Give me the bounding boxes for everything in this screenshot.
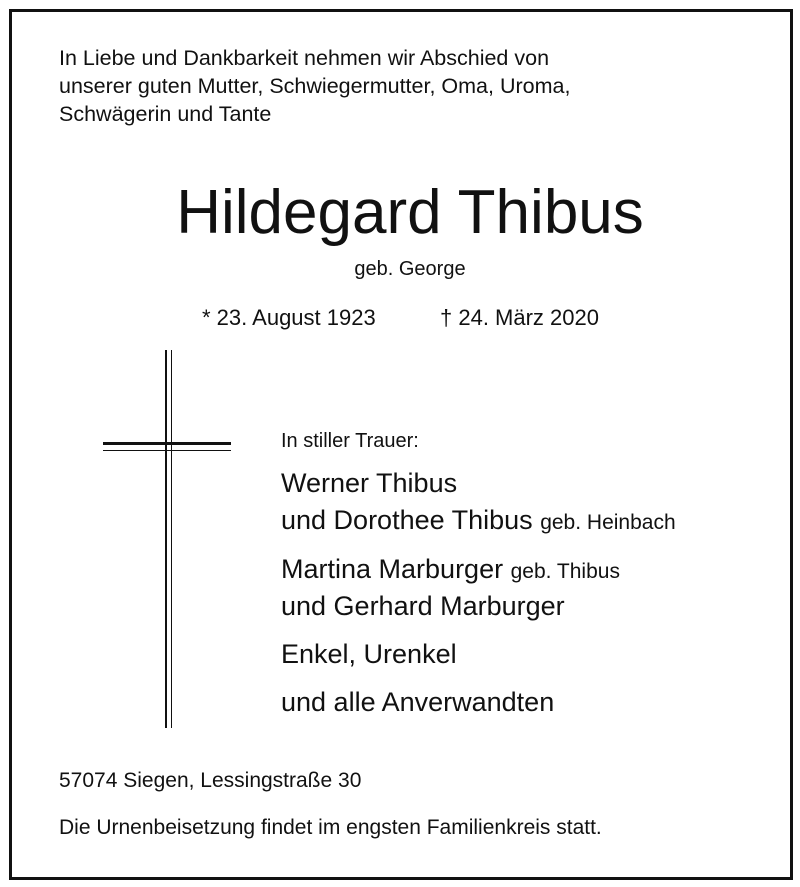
burial-note: Die Urnenbeisetzung findet im engsten Familienkreis statt.: [59, 816, 602, 839]
mourner-werner-name: Werner Thibus: [281, 468, 458, 498]
mourner-dorothee-name: und Dorothee Thibus: [281, 505, 533, 535]
mourner-dorothee: [281, 503, 676, 540]
intro-text: [59, 44, 570, 128]
cross-horizontal-beam: [103, 442, 231, 445]
deceased-name: Hildegard Thibus: [176, 178, 644, 247]
mourner-relatives-text: und alle Anverwandten: [281, 687, 555, 717]
mourner-gerhard-name: und Gerhard Marburger: [281, 591, 565, 621]
mourner-grandchildren-text: Enkel, Urenkel: [281, 639, 457, 669]
mourner-grandchildren: [281, 637, 457, 671]
intro-line-2: unserer guten Mutter, Schwiegermutter, Oma, Uroma,: [59, 74, 571, 98]
death-date: † 24. März 2020: [440, 305, 599, 330]
mourner-gerhard: [281, 589, 565, 623]
mourner-dorothee-birth-name: geb. Heinbach: [540, 511, 676, 534]
mourner-martina: [281, 552, 620, 589]
maiden-name: geb. George: [354, 258, 466, 280]
cross-horizontal-line: [103, 450, 231, 451]
cross-vertical-line: [171, 350, 172, 728]
birth-date: * 23. August 1923: [202, 305, 376, 330]
mourners-heading: In stiller Trauer:: [281, 430, 419, 452]
mourner-martina-birth-name: geb. Thibus: [510, 560, 620, 583]
mourner-martina-name: Martina Marburger: [281, 554, 504, 584]
cross-vertical-beam: [165, 350, 167, 728]
intro-line-1: In Liebe und Dankbarkeit nehmen wir Abschied von: [59, 46, 550, 70]
address: 57074 Siegen, Lessingstraße 30: [59, 769, 362, 792]
intro-line-3: Schwägerin und Tante: [59, 102, 272, 126]
mourner-relatives: [281, 685, 554, 719]
mourner-werner: [281, 466, 457, 500]
